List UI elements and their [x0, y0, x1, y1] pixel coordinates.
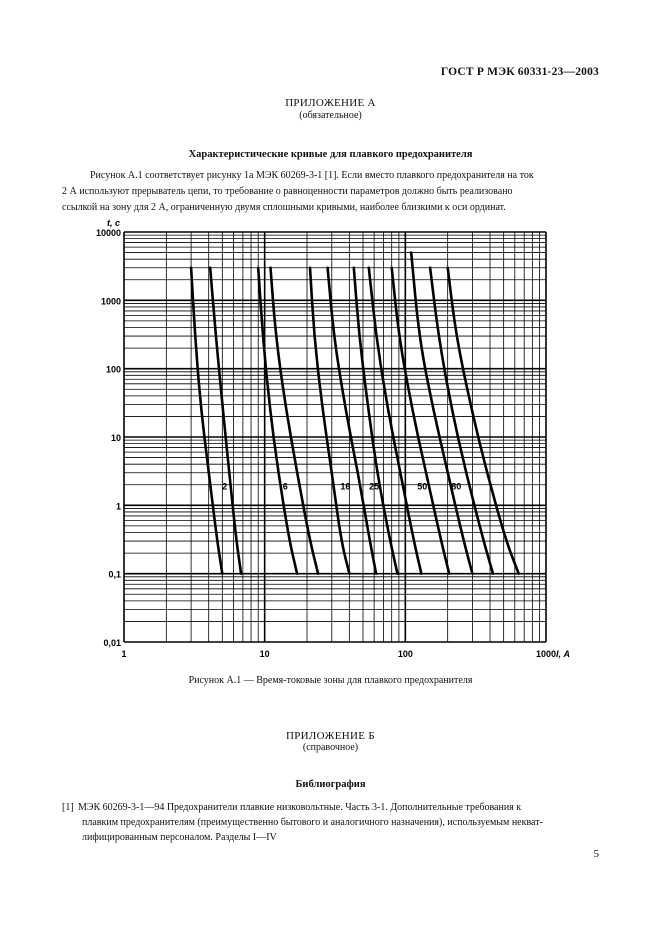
- y-tick-label: 10: [110, 433, 121, 443]
- reference-number: [1]: [62, 802, 74, 813]
- y-tick-label: 1: [115, 501, 121, 512]
- y-tick-label: 0,01: [103, 638, 121, 648]
- y-tick-label: 100: [105, 364, 121, 375]
- x-tick-label: 10: [259, 649, 270, 659]
- fuse-curve: [310, 268, 349, 574]
- fuse-curve: [191, 268, 222, 574]
- y-tick-label: 1000: [100, 296, 121, 307]
- chart-grid: [124, 232, 546, 642]
- fuse-curve: [448, 268, 519, 574]
- fuse-curve: [392, 268, 450, 574]
- standard-header: ГОСТ Р МЭК 60331-23—2003: [440, 66, 599, 78]
- zone-label: 2: [222, 481, 228, 492]
- x-tick-label: 1: [121, 649, 127, 659]
- reference-line: лифицированным персоналом. Разделы I—IV: [82, 832, 277, 843]
- y-tick-label: 10000: [95, 228, 121, 238]
- zone-label: 25: [369, 481, 380, 492]
- annex-b-status: (справочное): [302, 742, 359, 753]
- bibliography-entry: [62, 800, 602, 845]
- reference-line: плавким предохранителям (преимущественно бытового и аналогичного назначения), используемым некват-: [82, 817, 543, 828]
- y-tick-label: 0,1: [108, 569, 121, 580]
- paragraph-line: Рисунок А.1 соответствует рисунку 1а МЭК 60269-3-1 [1]. Если вместо плавкого предохранителя на ток: [90, 170, 534, 181]
- page-number: 5: [593, 848, 599, 860]
- zone-label: 50: [417, 481, 428, 492]
- paragraph-line: ссылкой на зону для 2 А, ограниченную двумя сплошными кривыми, наиболее близкими к оси ординат.: [62, 202, 506, 213]
- annex-b-title: ПРИЛОЖЕНИЕ Б: [286, 730, 375, 742]
- annex-a-status: (обязательное): [299, 110, 362, 121]
- reference-line: МЭК 60269-3-1—94 Предохранители плавкие низковольтные. Часть 3-1. Дополнительные требования к: [78, 802, 522, 813]
- fuse-curve: [271, 268, 319, 574]
- bibliography-heading: Библиография: [295, 779, 366, 790]
- zone-label: 16: [340, 481, 351, 492]
- x-axis-label: I, А: [556, 649, 571, 659]
- chart-labels: [96, 218, 570, 659]
- figure-caption: Рисунок А.1 — Время-токовые зоны для плавкого предохранителя: [188, 675, 473, 686]
- zone-label: 6: [282, 481, 288, 492]
- annex-a-heading: Характеристические кривые для плавкого предохранителя: [188, 149, 473, 160]
- zone-label: 80: [451, 481, 462, 492]
- x-tick-label: 1000: [535, 649, 557, 659]
- paragraph-line: 2 А используют прерыватель цепи, то требование о равноценности параметров должно быть реализовано: [62, 186, 513, 197]
- x-tick-label: 100: [397, 649, 413, 659]
- annex-a-title: ПРИЛОЖЕНИЕ А: [285, 97, 376, 109]
- y-axis-label: t, с: [106, 218, 120, 228]
